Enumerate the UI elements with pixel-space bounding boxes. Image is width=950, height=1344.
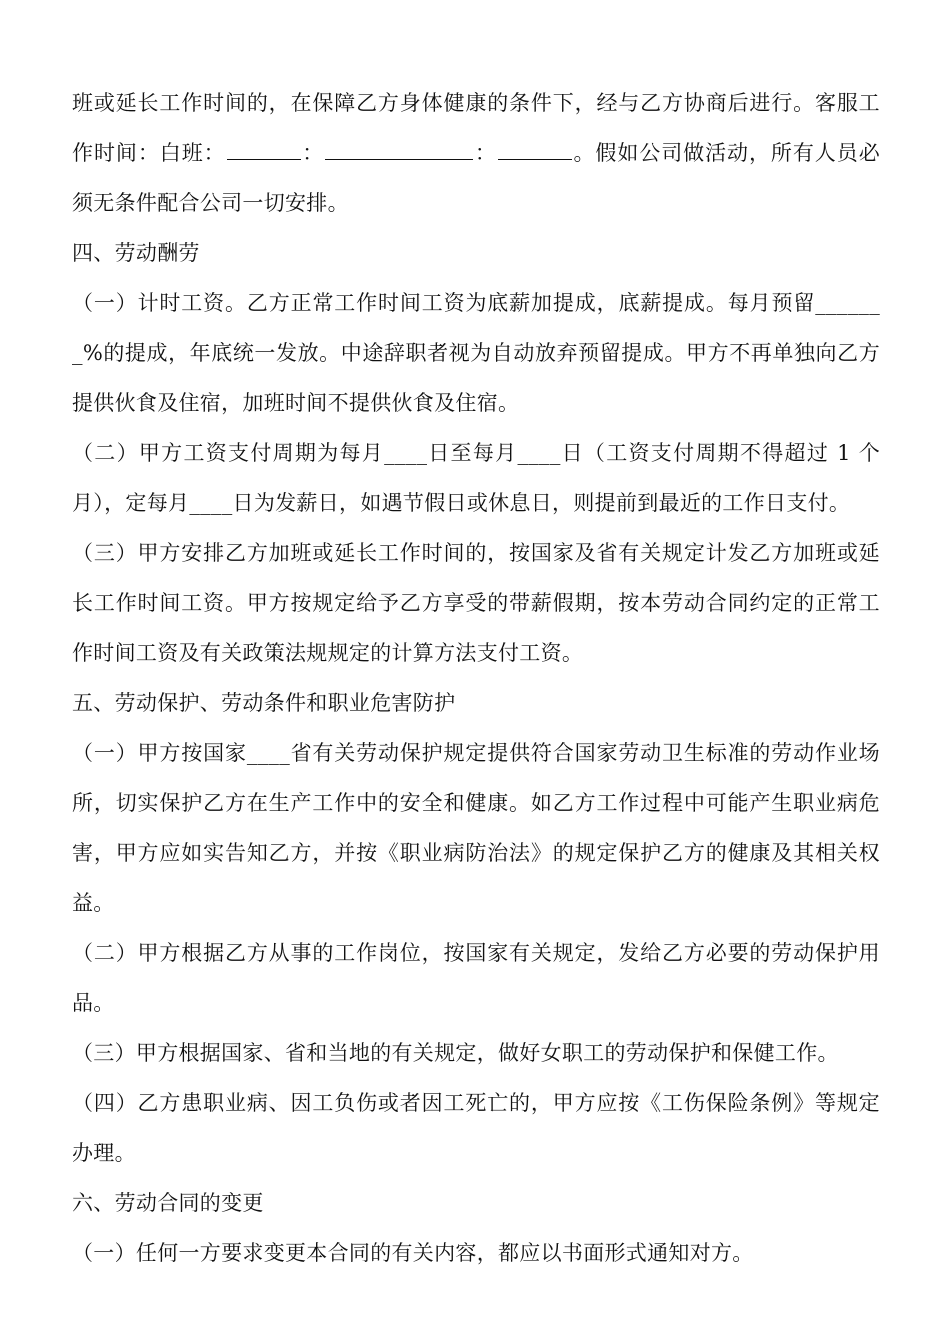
section-heading: 五、劳动保护、劳动条件和职业危害防护 [72, 691, 456, 715]
clause-paragraph: （二）甲方根据乙方从事的工作岗位，按国家有关规定，发给乙方必要的劳动保护用品。 [72, 941, 880, 1015]
paragraph-text: （一）计时工资。乙方正常工作时间工资为底薪加提成，底薪提成。每月预留 [72, 291, 816, 315]
clause-paragraph: （三）甲方安排乙方加班或延长工作时间的，按国家及省有关规定计发乙方加班或延长工作时间工资。甲方按规定给予乙方享受的带薪假期，按本劳动合同约定的正常工作时间工资及有关政策法规规定的计算方法支付工资。 [72, 541, 880, 665]
paragraph-text: （一）甲方按国家 [72, 741, 247, 765]
clause-paragraph [72, 278, 880, 428]
blank-field [325, 141, 473, 160]
blank-field: ____ [384, 441, 428, 465]
clause-paragraph: （四）乙方患职业病、因工负伤或者因工死亡的，甲方应按《工伤保险条例》等规定办理。 [72, 1091, 880, 1165]
clause-paragraph: （一）任何一方要求变更本合同的有关内容，都应以书面形式通知对方。 [72, 1241, 754, 1265]
clause-paragraph: （三）甲方根据国家、省和当地的有关规定，做好女职工的劳动保护和保健工作。 [72, 1041, 839, 1065]
paragraph-text: 日为发薪日，如遇节假日或休息日，则提前到最近的工作日支付。 [232, 491, 851, 515]
paragraph-text: （二）甲方工资支付周期为每月 [72, 441, 385, 465]
paragraph-text: 日（工资支付周期不得超过 1 个月），定每月 [72, 441, 881, 515]
section-heading: 四、劳动酬劳 [72, 241, 200, 265]
paragraph-text: %的提成，年底统一发放。中途辞职者视为自动放弃预留提成。甲方不再单独向乙方提供伙食及住宿，加班时间不提供伙食及住宿。 [72, 341, 880, 415]
section-heading: 六、劳动合同的变更 [72, 1191, 264, 1215]
paragraph-text: 。假如公司做活动，所有人员必须无条件配合公司一切安排。 [72, 141, 880, 215]
blank-field: ___ [72, 291, 880, 365]
blank-field [498, 141, 572, 160]
paragraph-text: 日至每月 [427, 441, 518, 465]
separator: ： [474, 141, 497, 165]
paragraph-text: 班或延长工作时间的，在保障乙方身体健康的条件下，经与乙方协商后进行。客服工作时间：白班： [72, 91, 880, 165]
working-hours-paragraph [72, 78, 880, 228]
separator: ： [301, 141, 325, 165]
blank-field [227, 141, 301, 160]
blank-field: ____ [246, 741, 291, 765]
blank-field: ____ [189, 491, 233, 515]
blank-field: ____ [815, 291, 859, 315]
clause-paragraph [72, 428, 880, 528]
clause-paragraph [72, 728, 880, 928]
blank-field: ____ [517, 441, 561, 465]
paragraph-text: 省有关劳动保护规定提供符合国家劳动卫生标准的劳动作业场所，切实保护乙方在生产工作中的安全和健康。如乙方工作过程中可能产生职业病危害，甲方应如实告知乙方，并按《职业病防治法》的规定保护乙方的健康及其相关权益。 [72, 741, 880, 915]
document-body [72, 78, 880, 1278]
